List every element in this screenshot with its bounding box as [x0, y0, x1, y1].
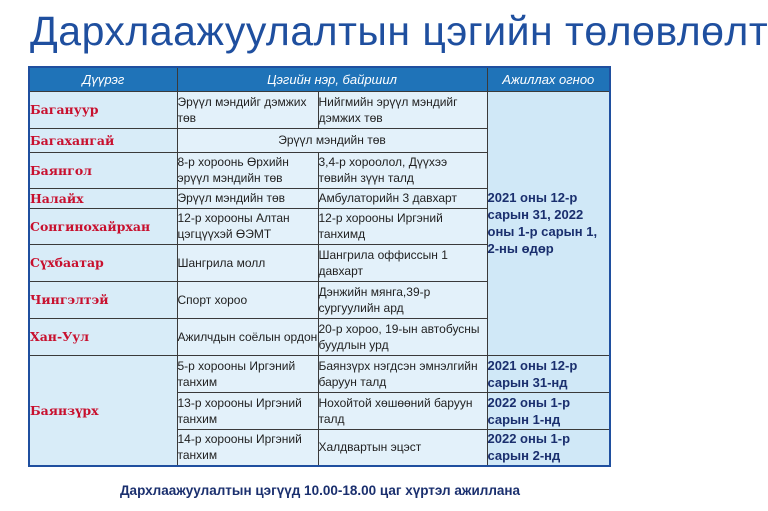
district-cell: Баянзүрх: [29, 355, 177, 466]
footer-note: Дархлаажуулалтын цэгүүд 10.00-18.00 цаг хүртэл ажиллана: [119, 483, 521, 498]
header-district: Дүүрэг: [29, 67, 177, 91]
location-cell: Эрүүл мэндийн төв: [177, 188, 318, 208]
hours-cell: 2022 оны 1-р сарын 1-нд: [487, 392, 610, 429]
hours-cell: 2022 оны 1-р сарын 2-нд: [487, 429, 610, 466]
district-cell: Сүхбаатар: [29, 244, 177, 281]
location-cell: 20-р хороо, 19-ын автобусны буудлын урд: [318, 318, 487, 355]
table-row: [29, 355, 610, 392]
district-cell: Хан-Уул: [29, 318, 177, 355]
location-cell: 12-р хорооны Алтан цэгцүүхэй ӨЭМТ: [177, 208, 318, 244]
header-hours: Ажиллах огноо: [487, 67, 610, 91]
district-cell: Багахангай: [29, 128, 177, 152]
location-cell: 8-р хороонь Өрхийн эрүүл мэндийн төв: [177, 152, 318, 188]
location-cell: Амбулаторийн 3 давхарт: [318, 188, 487, 208]
location-cell: Шангрила молл: [177, 244, 318, 281]
location-cell: Баянзүрх нэгдсэн эмнэлгийн баруун талд: [318, 355, 487, 392]
table-header-row: [29, 67, 610, 91]
location-cell: Эрүүл мэндийг дэмжих төв: [177, 91, 318, 128]
schedule-table: [28, 66, 611, 467]
location-cell: 12-р хорооны Иргэний танхимд: [318, 208, 487, 244]
location-cell: Спорт хороо: [177, 281, 318, 318]
header-location: Цэгийн нэр, байршил: [177, 67, 487, 91]
location-cell-merged: Эрүүл мэндийн төв: [177, 128, 487, 152]
location-cell: Дэнжийн мянга,39-р сургуулийн ард: [318, 281, 487, 318]
district-cell: Багануур: [29, 91, 177, 128]
hours-cell: 2021 оны 12-р сарын 31-нд: [487, 355, 610, 392]
location-cell: Нийгмийн эрүүл мэндийг дэмжих төв: [318, 91, 487, 128]
district-cell: Налайх: [29, 188, 177, 208]
district-cell: Сонгинохайрхан: [29, 208, 177, 244]
table-row: [29, 91, 610, 128]
location-cell: Халдвартын эцэст: [318, 429, 487, 466]
hours-cell-merged: 2021 оны 12-р сарын 31, 2022 оны 1-р сарын 1, 2-ны өдөр: [487, 91, 610, 355]
location-cell: 3,4-р хороолол, Дүүхээ төвийн зүүн талд: [318, 152, 487, 188]
page-title: Дархлаажуулалтын цэгийн төлөвлөлт: [30, 8, 768, 54]
location-cell: Нохойтой хөшөөний баруун талд: [318, 392, 487, 429]
location-cell: 5-р хорооны Иргэний танхим: [177, 355, 318, 392]
location-cell: 14-р хорооны Иргэний танхим: [177, 429, 318, 466]
location-cell: 13-р хорооны Иргэний танхим: [177, 392, 318, 429]
location-cell: Ажилчдын соёлын ордон: [177, 318, 318, 355]
district-cell: Чингэлтэй: [29, 281, 177, 318]
location-cell: Шангрила оффиссын 1 давхарт: [318, 244, 487, 281]
district-cell: Баянгол: [29, 152, 177, 188]
